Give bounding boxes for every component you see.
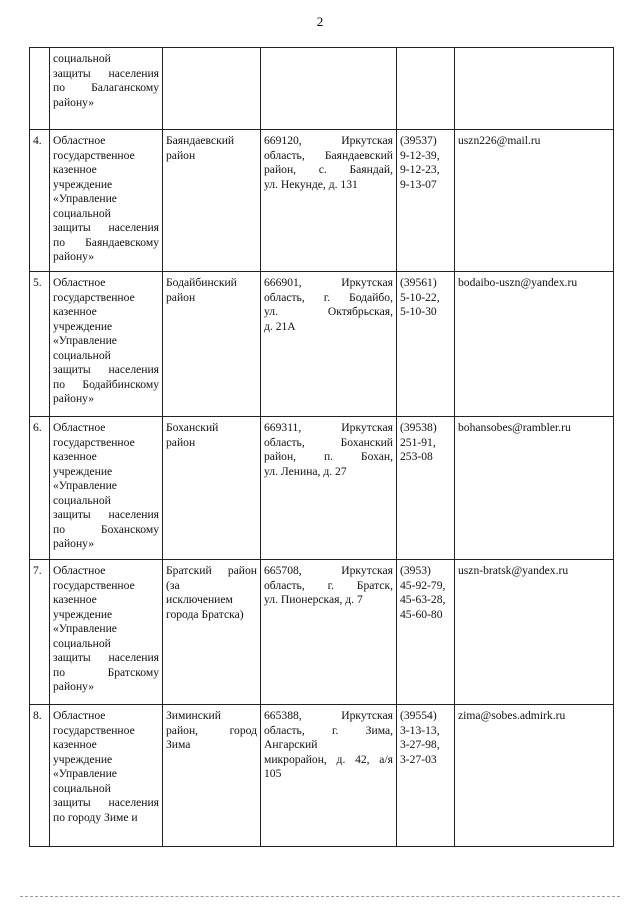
institution-name-line: социальной xyxy=(53,781,111,795)
address-line: ул. Ленина, д. 27 xyxy=(264,464,347,478)
district-cell xyxy=(163,705,261,847)
address-cell xyxy=(261,560,397,705)
institution-name-line: по Бодайбинскому xyxy=(53,377,159,391)
institution-name-cell xyxy=(50,272,163,417)
institution-name-cell xyxy=(50,705,163,847)
email-address: uszn-bratsk@yandex.ru xyxy=(458,564,569,577)
institution-name-line: государственное xyxy=(53,435,135,449)
district-line: район xyxy=(166,148,196,162)
phone-cell xyxy=(397,130,455,272)
institution-name-line: государственное xyxy=(53,148,135,162)
institution-name-line: защиты населения xyxy=(53,66,159,80)
district-cell xyxy=(163,272,261,417)
address-line: ул. Некунде, д. 131 xyxy=(264,177,358,191)
institution-name-line: по Боханскому xyxy=(53,522,159,536)
phone-line: 3-27-03 xyxy=(400,752,437,766)
institution-name-line: Областное xyxy=(53,564,106,577)
table-row xyxy=(30,130,614,272)
institution-name-line: учреждение xyxy=(53,464,113,478)
institution-name-line: «Управление xyxy=(53,479,117,492)
institution-name-line: социальной xyxy=(53,636,111,650)
email-address: bodaibo-uszn@yandex.ru xyxy=(458,276,578,289)
district-line: район xyxy=(166,435,196,449)
institution-name-line: казенное xyxy=(53,593,97,606)
email-cell xyxy=(455,705,614,847)
page-number: 2 xyxy=(316,14,324,29)
institution-name-line: району» xyxy=(53,95,95,109)
institution-name-line: социальной xyxy=(53,52,111,65)
district-line: Баяндаевский xyxy=(166,134,235,147)
institution-name-line: Областное xyxy=(53,421,106,434)
email-address: uszn226@mail.ru xyxy=(458,134,541,147)
institution-name-line: Областное xyxy=(53,276,106,289)
table-body xyxy=(30,48,614,847)
address-line: 666901, Иркутская xyxy=(264,276,393,289)
address-line: ул. Октябрьская, xyxy=(264,305,393,318)
institution-name-line: району» xyxy=(53,392,95,405)
institution-name-line: защиты населения xyxy=(53,796,159,809)
table-row xyxy=(30,48,614,130)
address-line: область, г. Братск, xyxy=(264,578,393,592)
phone-line: 5-10-30 xyxy=(400,305,437,318)
institution-name-line: учреждение xyxy=(53,752,113,766)
institution-name-line: учреждение xyxy=(53,177,113,191)
phone-line: 45-60-80 xyxy=(400,607,443,621)
phone-line: 5-10-22, xyxy=(400,290,440,304)
row-number xyxy=(30,48,50,130)
email-cell xyxy=(455,417,614,560)
row-number: 8. xyxy=(30,705,50,847)
institution-name-line: учреждение xyxy=(53,607,113,621)
institution-name-cell xyxy=(50,560,163,705)
institution-name-line: по Братскому xyxy=(53,665,159,679)
row-number: 6. xyxy=(30,417,50,560)
address-cell xyxy=(261,130,397,272)
address-line: микрорайон, д. 42, а/я xyxy=(264,752,393,766)
institution-name-line: защиты населения xyxy=(53,363,159,376)
email-address: bohansobes@rambler.ru xyxy=(458,421,571,434)
bottom-rule xyxy=(20,896,620,897)
phone-line: 253-08 xyxy=(400,450,433,463)
address-line: Ангарский xyxy=(264,738,318,751)
phone-line: (39561) xyxy=(400,276,437,289)
institutions-table xyxy=(29,47,614,847)
district-line: Зиминский xyxy=(166,709,221,722)
address-line: район, с. Баяндай, xyxy=(264,163,393,176)
address-cell xyxy=(261,48,397,130)
table-row xyxy=(30,272,614,417)
district-line: район xyxy=(166,290,196,304)
address-line: область, Боханский xyxy=(264,435,393,449)
institution-name-line: району» xyxy=(53,680,95,693)
address-cell xyxy=(261,705,397,847)
institution-name-line: государственное xyxy=(53,578,135,592)
institution-name-line: казенное xyxy=(53,163,97,176)
row-number: 7. xyxy=(30,560,50,705)
institution-name-line: Областное xyxy=(53,709,106,722)
phone-line: (3953) xyxy=(400,564,431,577)
institution-name-line: защиты населения xyxy=(53,221,159,234)
address-line: район, п. Бохан, xyxy=(264,450,393,463)
row-number: 4. xyxy=(30,130,50,272)
phone-line: 3-27-98, xyxy=(400,738,440,751)
address-line: 665708, Иркутская xyxy=(264,564,393,577)
institution-name-line: казенное xyxy=(53,450,97,463)
district-line: район, город xyxy=(166,723,257,737)
district-line: исключением xyxy=(166,593,233,606)
institution-name-line: казенное xyxy=(53,738,97,751)
email-cell xyxy=(455,272,614,417)
institution-name-line: «Управление xyxy=(53,334,117,347)
address-line: 665388, Иркутская xyxy=(264,709,393,722)
phone-line: 9-13-07 xyxy=(400,177,437,191)
district-cell xyxy=(163,130,261,272)
institution-name-line: социальной xyxy=(53,206,111,220)
district-line: Боханский xyxy=(166,421,219,434)
phone-line: 9-12-23, xyxy=(400,163,440,176)
institution-name-line: государственное xyxy=(53,723,135,737)
institution-name-line: «Управление xyxy=(53,192,117,205)
address-cell xyxy=(261,417,397,560)
phone-line: (39554) xyxy=(400,709,437,722)
phone-cell xyxy=(397,48,455,130)
row-number: 5. xyxy=(30,272,50,417)
email-cell xyxy=(455,130,614,272)
institution-name-line: защиты населения xyxy=(53,651,159,664)
district-cell xyxy=(163,560,261,705)
institution-name-line: социальной xyxy=(53,493,111,507)
institution-name-line: социальной xyxy=(53,348,111,362)
phone-line: (39537) xyxy=(400,134,437,147)
phone-cell xyxy=(397,272,455,417)
phone-line: (39538) xyxy=(400,421,437,434)
phone-line: 251-91, xyxy=(400,435,436,449)
institution-name-cell xyxy=(50,417,163,560)
phone-cell xyxy=(397,417,455,560)
address-line: ул. Пионерская, д. 7 xyxy=(264,593,363,606)
address-line: область, Баяндаевский xyxy=(264,148,393,162)
email-cell xyxy=(455,560,614,705)
address-line: 105 xyxy=(264,767,282,780)
address-line: 669311, Иркутская xyxy=(264,421,393,434)
institution-name-line: району» xyxy=(53,537,95,550)
table-row xyxy=(30,560,614,705)
address-line: область, г. Бодайбо, xyxy=(264,290,393,304)
phone-line: 45-92-79, xyxy=(400,578,446,592)
phone-line: 3-13-13, xyxy=(400,723,440,737)
district-line: Зима xyxy=(166,738,191,751)
address-line: д. 21А xyxy=(264,319,296,333)
district-line: (за xyxy=(166,578,180,592)
institution-name-line: по Балаганскому xyxy=(53,81,159,94)
address-line: область, г. Зима, xyxy=(264,723,393,737)
institution-name-line: по Баяндаевскому xyxy=(53,235,159,249)
email-address: zima@sobes.admirk.ru xyxy=(458,709,566,722)
institution-name-line: «Управление xyxy=(53,622,117,635)
district-cell xyxy=(163,417,261,560)
table-row xyxy=(30,705,614,847)
institution-name-line: «Управление xyxy=(53,767,117,780)
institution-name-line: учреждение xyxy=(53,319,113,333)
institution-name-line: Областное xyxy=(53,134,106,147)
institution-name-cell xyxy=(50,48,163,130)
district-line: Бодайбинский xyxy=(166,276,237,289)
district-line: Братский район xyxy=(166,564,257,577)
district-cell xyxy=(163,48,261,130)
address-line: 669120, Иркутская xyxy=(264,134,393,147)
institution-name-line: по городу Зиме и xyxy=(53,810,138,824)
email-cell xyxy=(455,48,614,130)
institution-name-line: государственное xyxy=(53,290,135,304)
district-line: города Братска) xyxy=(166,607,244,621)
phone-cell xyxy=(397,705,455,847)
phone-line: 45-63-28, xyxy=(400,593,446,606)
phone-line: 9-12-39, xyxy=(400,148,440,162)
phone-cell xyxy=(397,560,455,705)
address-cell xyxy=(261,272,397,417)
institution-name-line: району» xyxy=(53,250,95,263)
table-row xyxy=(30,417,614,560)
institution-name-line: казенное xyxy=(53,305,97,318)
institution-name-cell xyxy=(50,130,163,272)
institution-name-line: защиты населения xyxy=(53,508,159,521)
